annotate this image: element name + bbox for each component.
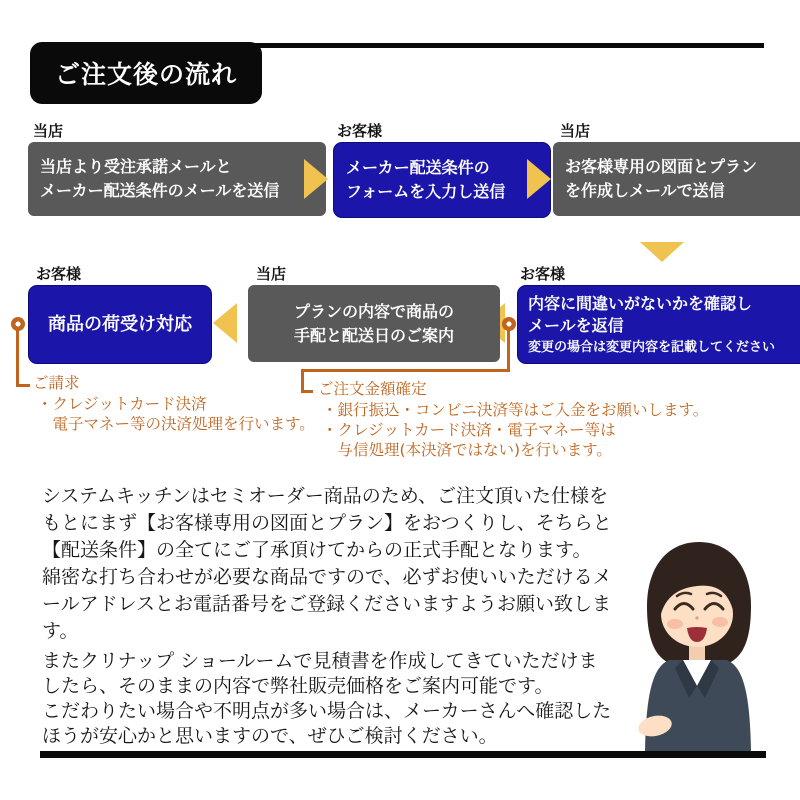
footer-divider: [40, 751, 766, 758]
arrow-right-icon: [304, 159, 328, 199]
flow-step-line: メールを返信: [528, 316, 624, 335]
flow-step-line: フォームを入力し送信: [346, 182, 506, 201]
actor-label-shop-2: 当店: [560, 122, 591, 140]
connector-line: [507, 330, 510, 372]
callout-title: ご請求: [33, 374, 80, 392]
connector-line: [16, 330, 19, 387]
actor-label-shop-1: 当店: [33, 122, 64, 140]
arrow-left-icon: [213, 303, 237, 343]
flow-step-line: 商品の荷受け対応: [48, 313, 192, 335]
flow-step-note: 変更の場合は変更内容を記載してください: [528, 340, 776, 355]
callout-line: 電子マネー等の決済処理を行います。: [37, 415, 315, 433]
flow-step-delivery-form: [333, 142, 551, 218]
body-line: システムキッチンはセミオーダー商品のため、ご注文頂いた仕様を: [42, 485, 609, 507]
body-line: ほうが安心かと思いますので、ぜひご検討ください。: [42, 725, 498, 747]
callout-line: ・クレジットカード決済・電子マネー等は: [322, 421, 616, 439]
body-line: す。: [42, 620, 79, 642]
flow-step-line: を作成しメールで送信: [565, 181, 725, 200]
body-line: またクリナップ ショールームで見積書を作成してきていただけま: [42, 650, 598, 672]
flow-step-line: プランの内容で商品の: [293, 301, 454, 321]
body-line: ールアドレスとお電話番号をご登録くださいますようお願い致しま: [42, 593, 612, 615]
callout-line: ・銀行振込・コンビニ決済等はご入金をお願いします。: [322, 401, 709, 419]
page-title-text: ご注文後の流れ: [54, 60, 237, 89]
callout-line: 与信処理(本決済ではない)を行います。: [322, 441, 612, 459]
flow-step-plan-creation: [553, 142, 800, 216]
body-line: 【配送条件】の全てにご了承頂けてからの正式手配となります。: [42, 539, 592, 561]
flow-step-order-confirmation: [28, 142, 326, 216]
actor-label-customer-3: お客様: [36, 265, 82, 283]
connector-dot-icon: [502, 317, 516, 331]
flow-step-line: メーカー配送条件の: [346, 158, 490, 177]
connector-line: [16, 384, 30, 387]
actor-label-customer-1: お客様: [337, 122, 383, 140]
arrow-right-icon: [527, 159, 551, 199]
description-paragraph-2: [42, 649, 611, 749]
page-title: [30, 42, 262, 104]
body-line: したら、そのままの内容で弊社販売価格をご案内可能です。: [42, 675, 554, 697]
flow-step-receiving: [28, 285, 212, 364]
connector-dot-icon: [11, 317, 25, 331]
arrow-down-icon: [640, 242, 684, 262]
callout-title: ご注文金額確定: [318, 380, 427, 398]
actor-label-shop-3: 当店: [256, 265, 287, 283]
flow-step-line: 手配と配送日のご案内: [293, 325, 454, 345]
body-line: もとにまず【お客様専用の図面とプラン】をおつくりし、そちらと: [42, 512, 612, 534]
businesswoman-illustration: [633, 540, 765, 752]
flow-step-line: お客様専用の図面とプラン: [565, 157, 758, 176]
connector-line: [301, 369, 510, 372]
actor-label-customer-2: お客様: [520, 265, 566, 283]
flow-step-line: 当店より受注承諾メールと: [40, 157, 232, 176]
flow-step-confirm-contents: [517, 285, 800, 364]
description-paragraph-1: [42, 483, 612, 645]
flow-step-arrangement: [248, 285, 500, 362]
callout-line: ・クレジットカード決済: [37, 395, 207, 413]
callout-order-amount: [318, 379, 708, 460]
body-line: 綿密な打ち合わせが必要な商品ですので、必ずお使いいただけるメ: [42, 566, 612, 588]
flow-step-line: 内容に間違いがないかを確認し: [528, 294, 753, 313]
callout-billing: [33, 373, 315, 434]
body-line: こだわりたい場合や不明点が多い場合は、メーカーさんへ確認した: [42, 700, 612, 722]
flow-step-line: メーカー配送条件のメールを送信: [40, 181, 280, 200]
